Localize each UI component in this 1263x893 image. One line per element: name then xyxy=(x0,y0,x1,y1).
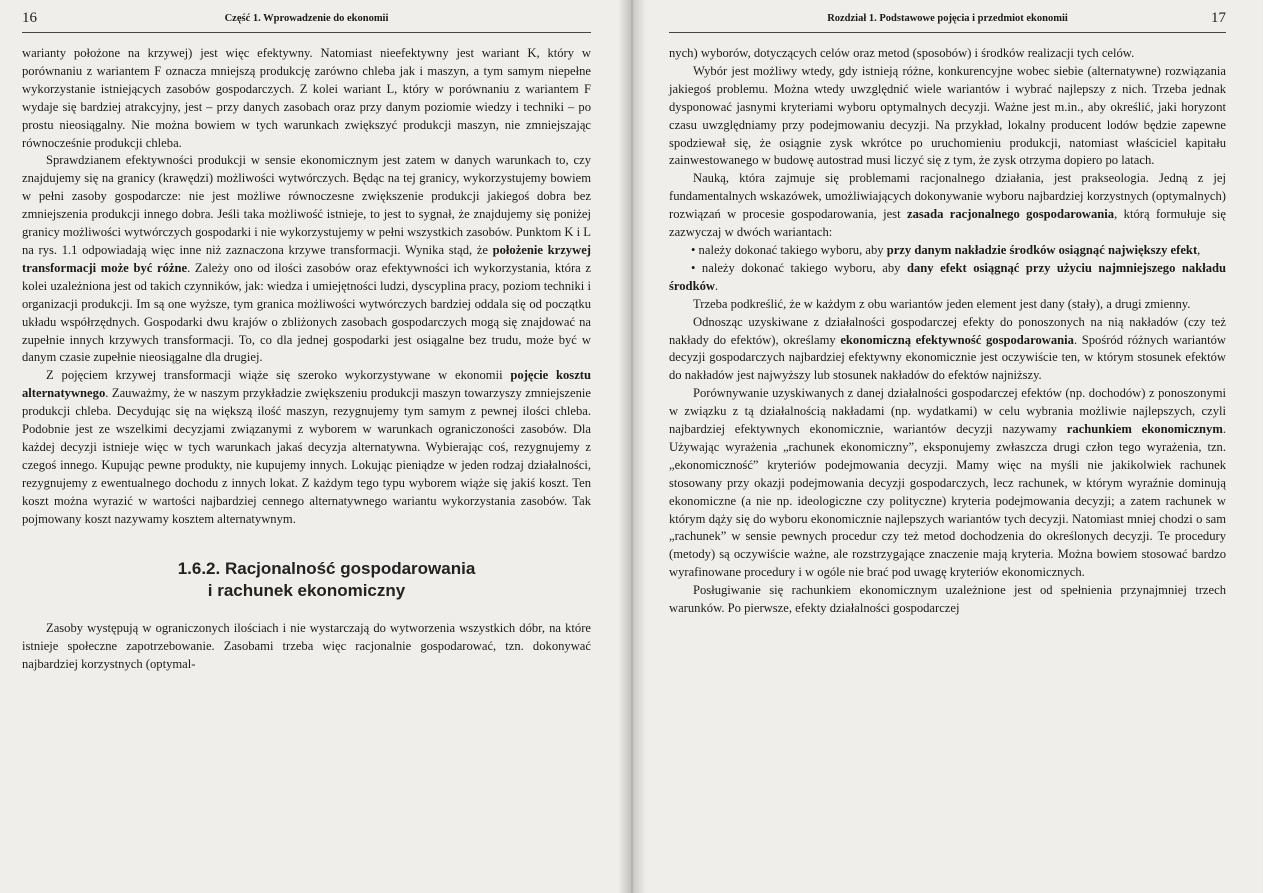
bold-term: położenie krzywej transformacji może być różne xyxy=(22,242,591,275)
paragraph xyxy=(669,45,1226,63)
paragraph: Zasoby występują w ograniczonych ilościach i nie wystarczają do wytworzenia wszystkich dóbr, na które istnieje społeczne zapotrzebowanie. Zasobami trzeba więc racjonalnie gospodarować, tzn. dokonywać najbardziej korzystnych (optymal- xyxy=(22,621,591,672)
right-page-body xyxy=(669,45,1226,618)
text-run: • należy dokonać takiego wyboru, aby xyxy=(691,242,887,257)
bold-term: pojęcie kosztu alternatywnego xyxy=(22,368,591,401)
text-run: . Zauważmy, że w naszym przykładzie zwiększeniu produkcji maszyn towarzyszy zmniejszenie produkcji chleba. Decydując się na większą ilość maszyn, rezygnujemy tym samym z pewnej ilości chleba. Podobnie jest ze wszelkimi decyzjami związanymi z wyborem w warunkach ograniczoności zasobów. Dla każdej decyzji istnieje więc w tych warunkach jakaś decyzja alternatywna. Wybierając coś, rezygnujemy z czegoś innego. Kupując pewne produkty, nie kupujemy innych. Lokując pieniądze w jeden rodzaj działalności, rezygnujemy z ewentualnego dochodu z innych lokat. Z każdym tego typu wyborem wiąże się jakiś koszt. Ten koszt można wyrazić w wartości najbardziej cennego alternatywnego wariantu wykorzystania zasobów. Tak pojmowany koszt nazywamy kosztem alternatywnym. xyxy=(22,386,591,526)
bold-term: rachunkiem ekonomicznym xyxy=(1066,422,1223,437)
text-run: nych) wyborów, dotyczących celów oraz metod (sposobów) i środków realizacji tych celów. xyxy=(669,46,1135,60)
paragraph xyxy=(669,296,1226,314)
text-run: , xyxy=(1197,242,1201,257)
bullet-item xyxy=(669,260,1226,296)
text-run: Trzeba podkreślić, że w każdym z obu wariantów jeden element jest dany (stały), a drugi zmienny. xyxy=(693,296,1191,311)
bold-term: zasada racjonalnego gospodarowania xyxy=(907,207,1115,222)
left-page-header xyxy=(22,10,591,33)
paragraph xyxy=(669,170,1226,242)
left-page-body xyxy=(22,45,591,528)
text-run: warianty położone na krzywej) jest więc efektywny. Natomiast nieefektywny jest wariant K, który w porównaniu z wariantem F oznacza mniejszą produkcję zarówno chleba jak i maszyn, a tym samym niepełne wykorzystanie istniejących zasobów gospodarczych. Z kolei wariant L, który w porównaniu z wariantem F wydaje się bardziej atrakcyjny, jest – przy danych zasobach oraz przy danym poziomie wiedzy i techniki – po prostu nieosiągalny. Nie można bowiem w tych warunkach zwiększyć produkcji maszyn, nie zmniejszając równocześnie produkcji chleba. xyxy=(22,46,591,150)
left-page xyxy=(0,0,631,893)
running-header: Rozdział 1. Podstawowe pojęcia i przedmiot ekonomii xyxy=(827,13,1068,24)
paragraph xyxy=(22,45,591,152)
text-run: Odnosząc uzyskiwane z działalności gospodarczej efekty do ponoszonych na nią nakładów (czy też nakłady do efektów), określamy xyxy=(669,314,1226,347)
section-title-line-2: i rachunek ekonomiczny xyxy=(207,581,406,601)
page-number: 17 xyxy=(1211,10,1226,26)
bold-term: przy danym nakładzie środków osiągnąć największy efekt xyxy=(886,242,1198,257)
text-run: , którą formułuje się zazwyczaj w dwóch wariantach: xyxy=(669,207,1226,240)
text-run: . xyxy=(714,278,719,293)
text-run: . Używając wyrażenia „rachunek ekonomiczny”, eksponujemy zwłaszcza drugi człon tego wyrażenia, tzn. „ekonomiczność” kryteriów podejmowania decyzji. Mamy więc na myśli nie jakikolwiek rachunek stosowany przy okazji podejmowania decyzji gospodarczych, lecz rachunek, w którym wyraźnie dominują ekonomiczne (a nie np. ideologiczne czy polityczne) kryteria podejmowania decyzji; a zatem rachunek w którym dąży się do wyboru ekonomicznie najlepszych wariantów tych decyzji. Natomiast mniej chodzi o sam „rachunek” w sensie pewnych procedur czy też metod dochodzenia do określonych decyzji. Te procedury (metody) są oczywiście ważne, ale rozstrzygające znaczenie mają kryteria. Można bowiem stosować bardzo wyrafinowane procedury i w ogóle nie brać pod uwagę kryteriów ekonomicznych. xyxy=(669,422,1226,580)
text-run: • należy dokonać takiego wyboru, aby xyxy=(691,260,907,275)
text-run: Porównywanie uzyskiwanych z danej działalności gospodarczej efektów (np. dochodów) z ponoszonymi w związku z tą działalnością nakładami (np. wydatkami) w celu wybrania możliwie najlepszych, czyli najbardziej efektywnych ekonomicznie, wariantów decyzji nazywamy xyxy=(669,386,1226,437)
text-run: Posługiwanie się rachunkiem ekonomicznym uzależnione jest od spełnienia przynajmniej trzech warunków. Po pierwsze, efekty działalności gospodarczej xyxy=(669,583,1226,616)
right-page xyxy=(631,0,1262,893)
paragraph xyxy=(22,367,591,528)
paragraph xyxy=(669,385,1226,582)
paragraph xyxy=(669,582,1226,618)
text-run: Z pojęciem krzywej transformacji wiąże się szeroko wykorzystywane w ekonomii xyxy=(46,368,511,383)
text-run: . Zależy ono od ilości zasobów oraz efektywności ich wykorzystania, która z kolei uzależniona jest od takich czynników, jak: wiedza i umiejętności ludzi, dyscyplina pracy, poziom techniki i organizacji produkcji. Im są one wyższe, tym granica możliwości wytwórczych bardziej oddala się od początku układu współrzędnych. Gospodarki dwu krajów o zbliżonych zasobach gospodarczych mogą się znajdować na zupełnie innych krzywych transformacji. To, co dla jednej gospodarki jest osiągalne bez trudu, może być w danym czasie zupełnie nieosiągalne dla drugiej. xyxy=(22,260,591,365)
text-run: Sprawdzianem efektywności produkcji w sensie ekonomicznym jest zatem w danych warunkach to, czy znajdujemy się na granicy (krawędzi) możliwości wytwórczych. Będąc na tej granicy, wykorzystujemy bowiem w pełni zasoby gospodarcze: nie jest możliwe równoczesne zwiększenie produkcji jakiegoś dobra bez zmniejszenia produkcji innego dobra. Jeśli taka możliwość istnieje, to jest to sygnał, że znajdujemy się poniżej granicy możliwości wytwórczych gospodarki i nie wykorzystujemy w pełni wszystkich zasobów. Punktom K i L na rys. 1.1 odpowiadają więc inne niż zaznaczona krzywe transformacji. Wynika stąd, że xyxy=(22,153,591,257)
text-run: Wybór jest możliwy wtedy, gdy istnieją różne, konkurencyjne wobec siebie (alternatywne) rozwiązania jakiegoś problemu. Można wtedy uwzględnić wiele wariantów i wybrać najlepszy z nich. Trzeba jednak dysponować jasnymi kryteriami wyboru optymalnych decyzji. Ważne jest m.in., aby określić, jaki horyzont czasu uwzględniamy przy podejmowaniu decyzji. Na przykład, lokalny producent lodów będzie zapewne spodziewał się, że osiągnie zysk wkrótce po uruchomieniu produkcji, natomiast właściciel kapitału zainwestowanego w budowę autostrad musi liczyć się z tym, że zysk otrzyma dopiero po latach. xyxy=(669,63,1226,168)
running-header: Część 1. Wprowadzenie do ekonomii xyxy=(224,13,389,24)
text-run: . Spośród różnych wariantów decyzji gospodarczych najbardziej efektywny ekonomicznie jest oczywiście ten, w którym stosunek efektów do nakładów jest najwyższy lub stosunek nakładów do efektów najniższy. xyxy=(669,332,1226,383)
right-page-header xyxy=(669,10,1226,33)
paragraph xyxy=(22,152,591,367)
page-number: 16 xyxy=(22,10,37,26)
paragraph xyxy=(669,314,1226,386)
section-title-line-1: 1.6.2. Racjonalność gospodarowania xyxy=(177,559,476,579)
text-run: Nauką, która zajmuje się problemami racjonalnego działania, jest prakseologia. Jedną z jej fundamentalnych wskazówek, umożliwiających dokonywanie wyboru najbardziej korzystnych (optymalnych) rozwiązań w procesie gospodarowania, jest xyxy=(669,171,1226,222)
bold-term: ekonomiczną efektywność gospodarowania xyxy=(840,332,1074,347)
section-title xyxy=(22,558,591,602)
bold-term: dany efekt osiągnąć przy użyciu najmniejszego nakładu środków xyxy=(669,260,1226,293)
paragraph xyxy=(669,63,1226,170)
bullet-item xyxy=(669,242,1226,260)
